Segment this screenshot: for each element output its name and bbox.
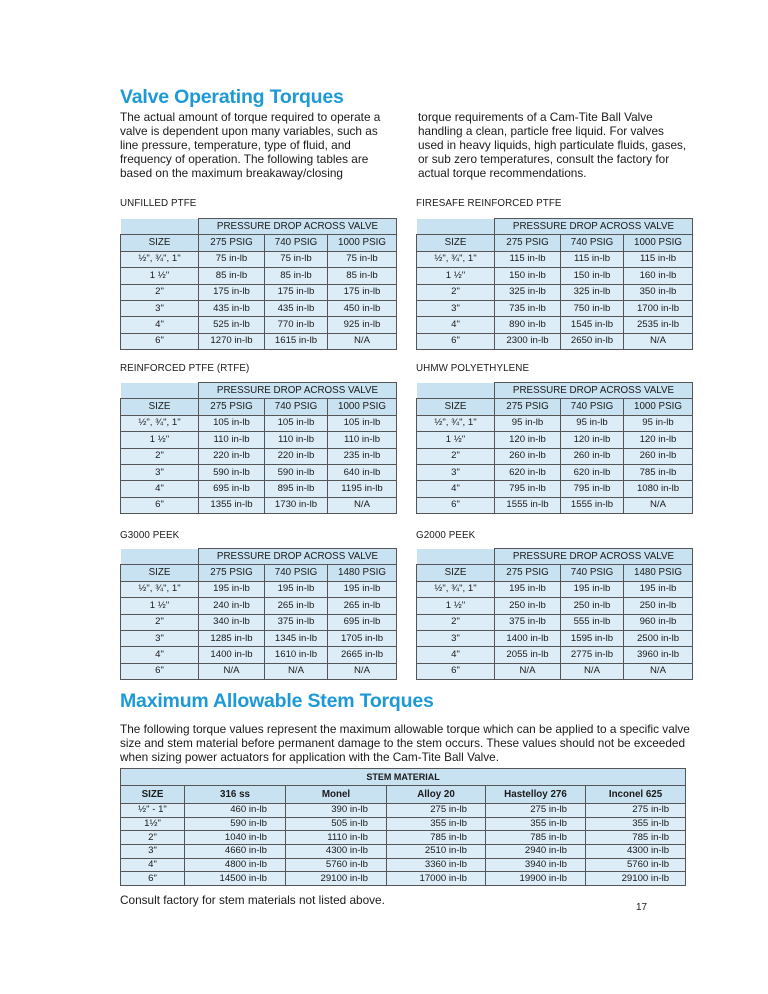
table-row [417,284,693,300]
torque-cell: 195 in-lb [265,581,328,597]
stem-col-header: Hastelloy 276 [486,786,586,804]
torque-cell: 75 in-lb [199,251,265,267]
torque-cell: 110 in-lb [199,432,265,448]
torque-cell: 150 in-lb [495,268,561,284]
table-caption: REINFORCED PTFE (RTFE) [120,363,250,374]
size-cell: 2" [417,284,495,300]
stem-table-row [121,817,686,831]
table-row [417,663,693,679]
stem-torque-cell: 460 in-lb [185,804,286,818]
stem-torque-cell: 275 in-lb [486,804,586,818]
torque-cell: 195 in-lb [495,581,561,597]
stem-torque-cell: 275 in-lb [387,804,486,818]
torque-cell: 250 in-lb [495,598,561,614]
size-cell: 1 ½" [121,432,199,448]
table-caption: FIRESAFE REINFORCED PTFE [416,198,562,209]
torque-cell: 435 in-lb [265,300,328,316]
torque-cell: 1345 in-lb [265,630,328,646]
intro-left-column: The actual amount of torque required to operate a valve is dependent upon many variables, such as line pressure, temperature, type of fluid, and frequency of operation. The following tables are based on the maximum breakaway/closing [120,110,381,180]
stem-col-header: Alloy 20 [387,786,486,804]
torque-cell: 265 in-lb [328,598,397,614]
pressure-drop-header: PRESSURE DROP ACROSS VALVE [199,219,397,235]
table-row [417,251,693,267]
blank-cell [417,219,495,235]
stem-torque-cell: 355 in-lb [486,817,586,831]
pressure-header-row [121,219,397,235]
torque-cell: 260 in-lb [561,448,624,464]
pressure-col-header: 1000 PSIG [624,399,693,415]
torque-cell: 120 in-lb [624,432,693,448]
stem-torque-cell: 785 in-lb [387,831,486,845]
torque-cell: 590 in-lb [265,464,328,480]
stem-size-cell: 3" [121,845,185,859]
stem-torque-cell: 4300 in-lb [586,845,686,859]
torque-cell: 175 in-lb [328,284,397,300]
pressure-col-header: 275 PSIG [495,565,561,581]
table-row [121,284,397,300]
stem-torque-cell: 29100 in-lb [586,872,686,886]
size-cell: 4" [121,481,199,497]
stem-col-header: Monel [286,786,387,804]
size-cell: 6" [121,497,199,513]
torque-cell: 1285 in-lb [199,630,265,646]
size-cell: 3" [417,630,495,646]
size-cell: 3" [417,300,495,316]
table-row [417,448,693,464]
torque-cell: 115 in-lb [561,251,624,267]
torque-cell: 250 in-lb [624,598,693,614]
torque-cell: 105 in-lb [265,415,328,431]
stem-torque-cell: 590 in-lb [185,817,286,831]
table-row [417,598,693,614]
stem-size-cell: ½" - 1" [121,804,185,818]
size-cell: 6" [417,333,495,349]
stem-intro-paragraph: The following torque values represent the maximum allowable torque which can be applied to a specific valve size and stem material before permanent damage to the stem occurs. These values should not be exceeded when sizing power actuators for application with the Cam-Tite Ball Valve. [120,722,690,764]
stem-torque-cell: 14500 in-lb [185,872,286,886]
torque-table [120,382,397,514]
stem-torque-cell: 3940 in-lb [486,858,586,872]
torque-cell: 195 in-lb [624,581,693,597]
torque-cell: 3960 in-lb [624,647,693,663]
stem-col-header: 316 ss [185,786,286,804]
pressure-col-header: 1000 PSIG [328,235,397,251]
size-cell: 3" [121,464,199,480]
stem-torque-table [120,768,686,886]
stem-torque-cell: 390 in-lb [286,804,387,818]
table-caption: UHMW POLYETHYLENE [416,363,530,374]
torque-cell: 620 in-lb [495,464,561,480]
torque-cell: 1195 in-lb [328,481,397,497]
size-cell: ½", ¾", 1" [417,581,495,597]
torque-cell: 1700 in-lb [624,300,693,316]
torque-cell: 195 in-lb [561,581,624,597]
torque-cell: 375 in-lb [495,614,561,630]
size-cell: 6" [121,333,199,349]
torque-cell: 1400 in-lb [495,630,561,646]
table-row [417,497,693,513]
torque-cell: 235 in-lb [328,448,397,464]
torque-cell: 750 in-lb [561,300,624,316]
torque-cell: 350 in-lb [624,284,693,300]
torque-cell: 1545 in-lb [561,317,624,333]
pressure-col-header: 275 PSIG [199,399,265,415]
torque-cell: 110 in-lb [265,432,328,448]
size-header: SIZE [121,565,199,581]
table-row [121,300,397,316]
torque-cell: 220 in-lb [265,448,328,464]
torque-cell: 115 in-lb [495,251,561,267]
table-caption: UNFILLED PTFE [120,198,197,209]
size-header: SIZE [417,235,495,251]
torque-cell: N/A [328,663,397,679]
pressure-col-header: 740 PSIG [265,565,328,581]
page-title: Valve Operating Torques [120,86,344,108]
size-cell: 4" [121,647,199,663]
size-cell: 6" [417,663,495,679]
torque-cell: 260 in-lb [495,448,561,464]
stem-torque-cell: 19900 in-lb [486,872,586,886]
stem-size-header: SIZE [121,786,185,804]
pressure-header-row [417,383,693,399]
torque-cell: N/A [199,663,265,679]
torque-cell: 75 in-lb [265,251,328,267]
blank-cell [121,219,199,235]
table-row [417,630,693,646]
torque-cell: 265 in-lb [265,598,328,614]
blank-cell [121,549,199,565]
stem-torque-cell: 355 in-lb [387,817,486,831]
stem-torque-cell: 5760 in-lb [586,858,686,872]
torque-cell: N/A [624,333,693,349]
column-header-row [417,565,693,581]
pressure-drop-header: PRESSURE DROP ACROSS VALVE [495,219,693,235]
table-row [121,497,397,513]
size-cell: 2" [121,614,199,630]
blank-cell [417,383,495,399]
table-row [417,614,693,630]
stem-table-row [121,872,686,886]
table-row [121,432,397,448]
pressure-col-header: 740 PSIG [265,235,328,251]
stem-torque-cell: 2510 in-lb [387,845,486,859]
stem-torque-cell: 1040 in-lb [185,831,286,845]
torque-cell: 770 in-lb [265,317,328,333]
torque-cell: 785 in-lb [624,464,693,480]
torque-cell: 925 in-lb [328,317,397,333]
torque-cell: 2665 in-lb [328,647,397,663]
table-row [121,614,397,630]
stem-torque-cell: 29100 in-lb [286,872,387,886]
pressure-header-row [121,549,397,565]
column-header-row [417,399,693,415]
table-row [121,333,397,349]
stem-size-cell: 2" [121,831,185,845]
size-cell: ½", ¾", 1" [121,251,199,267]
table-row [417,415,693,431]
size-cell: 3" [121,630,199,646]
pressure-header-row [121,383,397,399]
torque-cell: 695 in-lb [328,614,397,630]
torque-cell: 2775 in-lb [561,647,624,663]
pressure-col-header: 1000 PSIG [328,399,397,415]
torque-cell: 1555 in-lb [495,497,561,513]
table-row [417,647,693,663]
stem-torque-cell: 785 in-lb [586,831,686,845]
size-cell: ½", ¾", 1" [417,251,495,267]
torque-cell: 450 in-lb [328,300,397,316]
pressure-col-header: 275 PSIG [199,235,265,251]
stem-material-header: STEM MATERIAL [121,769,686,786]
pressure-drop-header: PRESSURE DROP ACROSS VALVE [199,549,397,565]
table-row [121,647,397,663]
torque-cell: N/A [561,663,624,679]
stem-column-header-row [121,786,686,804]
torque-cell: 1705 in-lb [328,630,397,646]
torque-cell: 1555 in-lb [561,497,624,513]
column-header-row [121,565,397,581]
stem-col-header: Inconel 625 [586,786,686,804]
pressure-col-header: 275 PSIG [199,565,265,581]
size-header: SIZE [121,399,199,415]
torque-cell: 2300 in-lb [495,333,561,349]
size-cell: 2" [417,614,495,630]
torque-cell: N/A [624,497,693,513]
stem-torque-cell: 17000 in-lb [387,872,486,886]
stem-torque-cell: 4660 in-lb [185,845,286,859]
torque-cell: 120 in-lb [495,432,561,448]
size-header: SIZE [121,235,199,251]
stem-torque-cell: 3360 in-lb [387,858,486,872]
table-row [417,268,693,284]
stem-section-title: Maximum Allowable Stem Torques [120,690,434,712]
stem-table-row [121,831,686,845]
table-row [121,251,397,267]
torque-cell: 95 in-lb [495,415,561,431]
torque-cell: 85 in-lb [199,268,265,284]
column-header-row [121,399,397,415]
table-row [121,268,397,284]
torque-cell: 105 in-lb [199,415,265,431]
stem-size-cell: 4" [121,858,185,872]
stem-torque-cell: 4800 in-lb [185,858,286,872]
torque-table [120,548,397,680]
torque-table [416,382,693,514]
torque-cell: 525 in-lb [199,317,265,333]
torque-cell: 695 in-lb [199,481,265,497]
torque-cell: 1355 in-lb [199,497,265,513]
stem-torque-cell: 5760 in-lb [286,858,387,872]
torque-cell: 795 in-lb [561,481,624,497]
torque-cell: 75 in-lb [328,251,397,267]
torque-cell: 735 in-lb [495,300,561,316]
table-row [417,432,693,448]
size-cell: 1 ½" [121,598,199,614]
size-header: SIZE [417,399,495,415]
torque-table [120,218,397,350]
stem-torque-cell: 1110 in-lb [286,831,387,845]
torque-cell: 1610 in-lb [265,647,328,663]
stem-table-row [121,804,686,818]
page-number: 17 [636,902,648,913]
table-row [121,415,397,431]
pressure-col-header: 1000 PSIG [624,235,693,251]
blank-cell [417,549,495,565]
torque-cell: N/A [328,497,397,513]
stem-table-row [121,858,686,872]
table-row [121,630,397,646]
pressure-col-header: 1480 PSIG [328,565,397,581]
size-cell: 2" [121,448,199,464]
torque-cell: 375 in-lb [265,614,328,630]
pressure-col-header: 740 PSIG [265,399,328,415]
torque-cell: 95 in-lb [561,415,624,431]
table-row [121,663,397,679]
torque-table [416,218,693,350]
table-row [417,481,693,497]
size-cell: 4" [417,481,495,497]
pressure-col-header: 1480 PSIG [624,565,693,581]
size-cell: 4" [417,317,495,333]
table-row [417,300,693,316]
torque-cell: 250 in-lb [561,598,624,614]
torque-cell: 340 in-lb [199,614,265,630]
torque-cell: 2650 in-lb [561,333,624,349]
torque-cell: 150 in-lb [561,268,624,284]
table-row [121,464,397,480]
pressure-drop-header: PRESSURE DROP ACROSS VALVE [495,383,693,399]
column-header-row [417,235,693,251]
stem-torque-cell: 2940 in-lb [486,845,586,859]
intro-right-column: torque requirements of a Cam-Tite Ball Valve handling a clean, particle free liquid. For valves used in heavy liquids, high particulate fluids, gases, or sub zero temperatures, consult the factory for actual torque recommendations. [418,110,687,180]
torque-cell: 160 in-lb [624,268,693,284]
torque-cell: 620 in-lb [561,464,624,480]
table-row [121,598,397,614]
size-cell: 3" [417,464,495,480]
torque-cell: 2535 in-lb [624,317,693,333]
torque-cell: 195 in-lb [328,581,397,597]
torque-cell: N/A [624,663,693,679]
table-caption: G2000 PEEK [416,530,476,541]
torque-cell: 105 in-lb [328,415,397,431]
torque-cell: 1400 in-lb [199,647,265,663]
torque-cell: 1080 in-lb [624,481,693,497]
torque-cell: 1270 in-lb [199,333,265,349]
pressure-drop-header: PRESSURE DROP ACROSS VALVE [495,549,693,565]
table-row [121,448,397,464]
size-cell: 1 ½" [417,598,495,614]
table-row [417,333,693,349]
torque-cell: N/A [265,663,328,679]
table-row [417,581,693,597]
torque-cell: 590 in-lb [199,464,265,480]
size-cell: 6" [121,663,199,679]
stem-size-cell: 6" [121,872,185,886]
pressure-header-row [417,549,693,565]
torque-cell: 435 in-lb [199,300,265,316]
torque-cell: 260 in-lb [624,448,693,464]
table-row [417,464,693,480]
torque-cell: 960 in-lb [624,614,693,630]
torque-cell: 1595 in-lb [561,630,624,646]
size-cell: 6" [417,497,495,513]
torque-cell: 85 in-lb [265,268,328,284]
size-cell: ½", ¾", 1" [121,581,199,597]
torque-cell: 795 in-lb [495,481,561,497]
torque-cell: 1730 in-lb [265,497,328,513]
table-row [417,317,693,333]
torque-cell: N/A [495,663,561,679]
size-cell: 1 ½" [121,268,199,284]
torque-cell: 175 in-lb [265,284,328,300]
torque-cell: 325 in-lb [561,284,624,300]
pressure-col-header: 740 PSIG [561,235,624,251]
pressure-col-header: 740 PSIG [561,399,624,415]
stem-size-cell: 1½" [121,817,185,831]
torque-cell: 240 in-lb [199,598,265,614]
pressure-col-header: 740 PSIG [561,565,624,581]
pressure-header-row [417,219,693,235]
torque-cell: 175 in-lb [199,284,265,300]
size-cell: 1 ½" [417,268,495,284]
size-cell: 4" [121,317,199,333]
stem-torque-cell: 275 in-lb [586,804,686,818]
torque-cell: 85 in-lb [328,268,397,284]
table-row [121,317,397,333]
torque-cell: 325 in-lb [495,284,561,300]
torque-cell: 220 in-lb [199,448,265,464]
torque-cell: 95 in-lb [624,415,693,431]
size-cell: ½", ¾", 1" [417,415,495,431]
stem-torque-cell: 4300 in-lb [286,845,387,859]
pressure-col-header: 275 PSIG [495,399,561,415]
stem-table-row [121,845,686,859]
torque-cell: 1615 in-lb [265,333,328,349]
size-cell: 3" [121,300,199,316]
table-row [121,581,397,597]
torque-cell: 640 in-lb [328,464,397,480]
stem-torque-cell: 355 in-lb [586,817,686,831]
torque-cell: 120 in-lb [561,432,624,448]
blank-cell [121,383,199,399]
size-cell: 2" [121,284,199,300]
size-cell: 1 ½" [417,432,495,448]
torque-cell: 555 in-lb [561,614,624,630]
torque-cell: 195 in-lb [199,581,265,597]
torque-table [416,548,693,680]
torque-cell: N/A [328,333,397,349]
footnote: Consult factory for stem materials not listed above. [120,893,385,907]
table-row [121,481,397,497]
pressure-col-header: 275 PSIG [495,235,561,251]
torque-cell: 2500 in-lb [624,630,693,646]
torque-cell: 2055 in-lb [495,647,561,663]
pressure-drop-header: PRESSURE DROP ACROSS VALVE [199,383,397,399]
torque-cell: 110 in-lb [328,432,397,448]
torque-cell: 890 in-lb [495,317,561,333]
size-cell: 2" [417,448,495,464]
table-caption: G3000 PEEK [120,530,180,541]
stem-torque-cell: 785 in-lb [486,831,586,845]
stem-torque-cell: 505 in-lb [286,817,387,831]
column-header-row [121,235,397,251]
size-cell: ½", ¾", 1" [121,415,199,431]
size-cell: 4" [417,647,495,663]
torque-cell: 115 in-lb [624,251,693,267]
size-header: SIZE [417,565,495,581]
torque-cell: 895 in-lb [265,481,328,497]
